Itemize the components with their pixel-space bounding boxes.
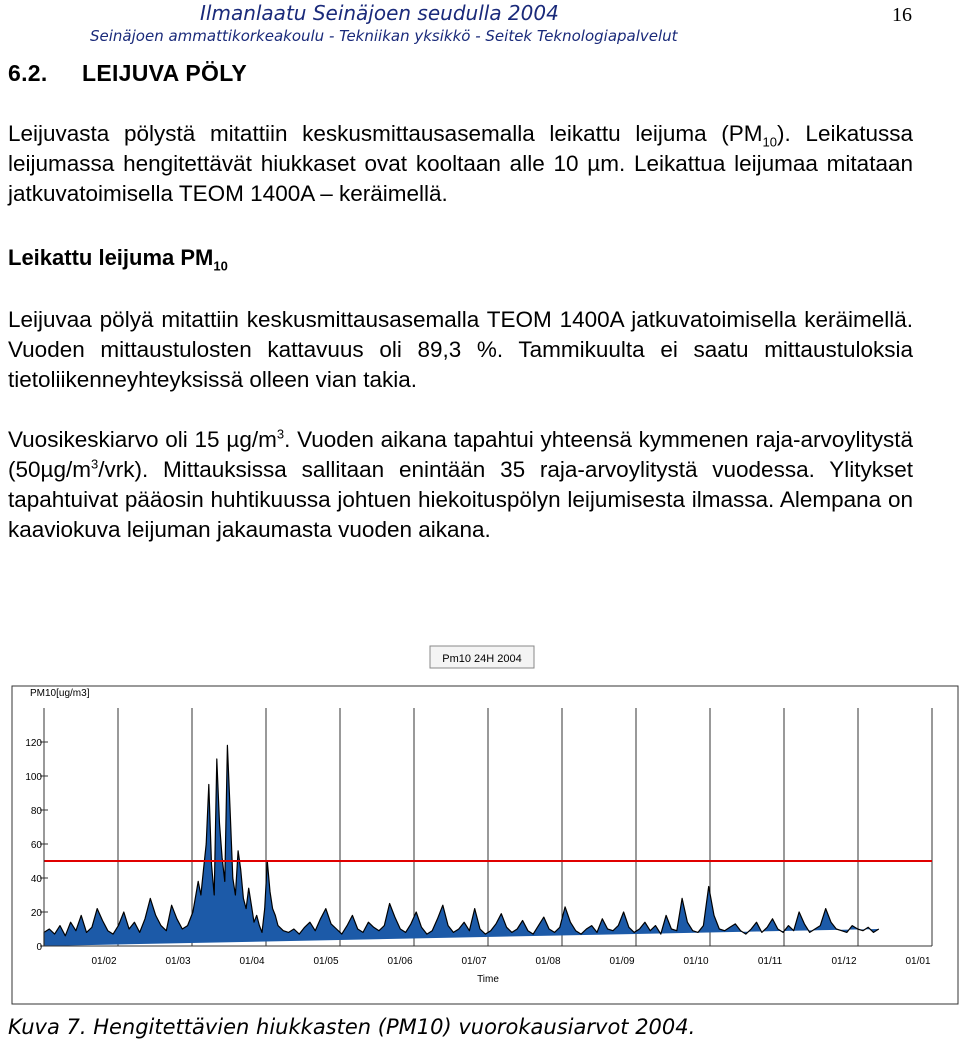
- x-tick-label: 01/10: [683, 956, 709, 967]
- x-tick-label: 01/05: [313, 956, 339, 967]
- x-tick-label: 01/04: [239, 956, 265, 967]
- paragraph-annual-c: /vrk). Mittauksissa sallitaan enintään 35 raja-arvoylitystä vuodessa. Ylitykset tapahtuivat pääosin huhtikuussa johtuen hiekoituspölyn leijumisesta ilmassa. Alempana on kaaviokuva leijuman jakaumasta vuoden aikana.: [8, 457, 913, 542]
- x-axis-label: Time: [477, 974, 499, 985]
- section-title: LEIJUVA PÖLY: [82, 60, 248, 86]
- x-tick-label: 01/06: [387, 956, 413, 967]
- paragraph-intro-a: Leijuvasta pölystä mitattiin keskusmittausasemalla leikattu leijuma (PM: [8, 121, 763, 146]
- pm-subscript: 10: [762, 134, 778, 150]
- x-tick-label: 01/01: [905, 956, 931, 967]
- x-tick-label: 01/02: [91, 956, 117, 967]
- paragraph-annual-b: . Vuoden aikana tapahtui yhteensä kymmenen raja-arvoylitystä (50µg/m: [8, 427, 913, 482]
- y-tick-label: 0: [36, 942, 42, 953]
- section-heading: [8, 60, 247, 87]
- x-tick-label: 01/07: [461, 956, 487, 967]
- x-tick-label: 01/11: [757, 956, 783, 967]
- x-tick-label: 01/12: [831, 956, 857, 967]
- unit-sup-2: 3: [91, 456, 99, 472]
- paragraph-annual-a: Vuosikeskiarvo oli 15 µg/m: [8, 427, 277, 452]
- subheading-text: Leikattu leijuma PM: [8, 245, 214, 270]
- y-tick-label: 20: [30, 908, 42, 919]
- page-number: 16: [892, 4, 912, 26]
- figure-caption: Kuva 7. Hengitettävien hiukkasten (PM10) vuorokausiarvot 2004.: [8, 1015, 696, 1039]
- y-tick-label: 80: [30, 806, 42, 817]
- subheading-pm10: [8, 245, 228, 274]
- paragraph-annual-mean: [8, 425, 913, 545]
- y-tick-label: 100: [25, 772, 42, 783]
- y-tick-label: 120: [25, 738, 42, 749]
- y-tick-label: 60: [30, 840, 42, 851]
- x-tick-label: 01/08: [535, 956, 561, 967]
- paragraph-intro-b: ). Leikatussa leijumassa hengitettävät hiukkaset ovat kooltaan alle 10 µm. Leikattua leijumaa mitataan jatkuvatoimisella TEOM 1400A – keräimellä.: [8, 121, 913, 206]
- chart-title: Pm10 24H 2004: [442, 653, 522, 665]
- y-tick-label: 40: [30, 874, 42, 885]
- y-axis-label: PM10[ug/m3]: [30, 688, 90, 699]
- unit-sup-1: 3: [276, 426, 285, 442]
- running-header-title: Ilmanlaatu Seinäjoen seudulla 2004: [200, 1, 559, 25]
- chart-container: [0, 640, 960, 1020]
- x-tick-label: 01/03: [165, 956, 191, 967]
- paragraph-intro: [8, 119, 913, 209]
- section-number: 6.2.: [8, 60, 48, 86]
- running-header-subtitle: Seinäjoen ammattikorkeakoulu - Tekniikan yksikkö - Seitek Teknologiapalvelut: [90, 27, 678, 45]
- x-tick-label: 01/09: [609, 956, 635, 967]
- subheading-subscript: 10: [213, 258, 228, 274]
- pm10-chart: [0, 640, 960, 1020]
- paragraph-measurement: Leijuvaa pölyä mitattiin keskusmittausasemalla TEOM 1400A jatkuvatoimisella keräimellä. Vuoden mittaustulosten kattavuus oli 89,3 %. Tammikuulta ei saatu mittaustuloksia tietoliikenneyhteyksissä olleen vian takia.: [8, 307, 913, 392]
